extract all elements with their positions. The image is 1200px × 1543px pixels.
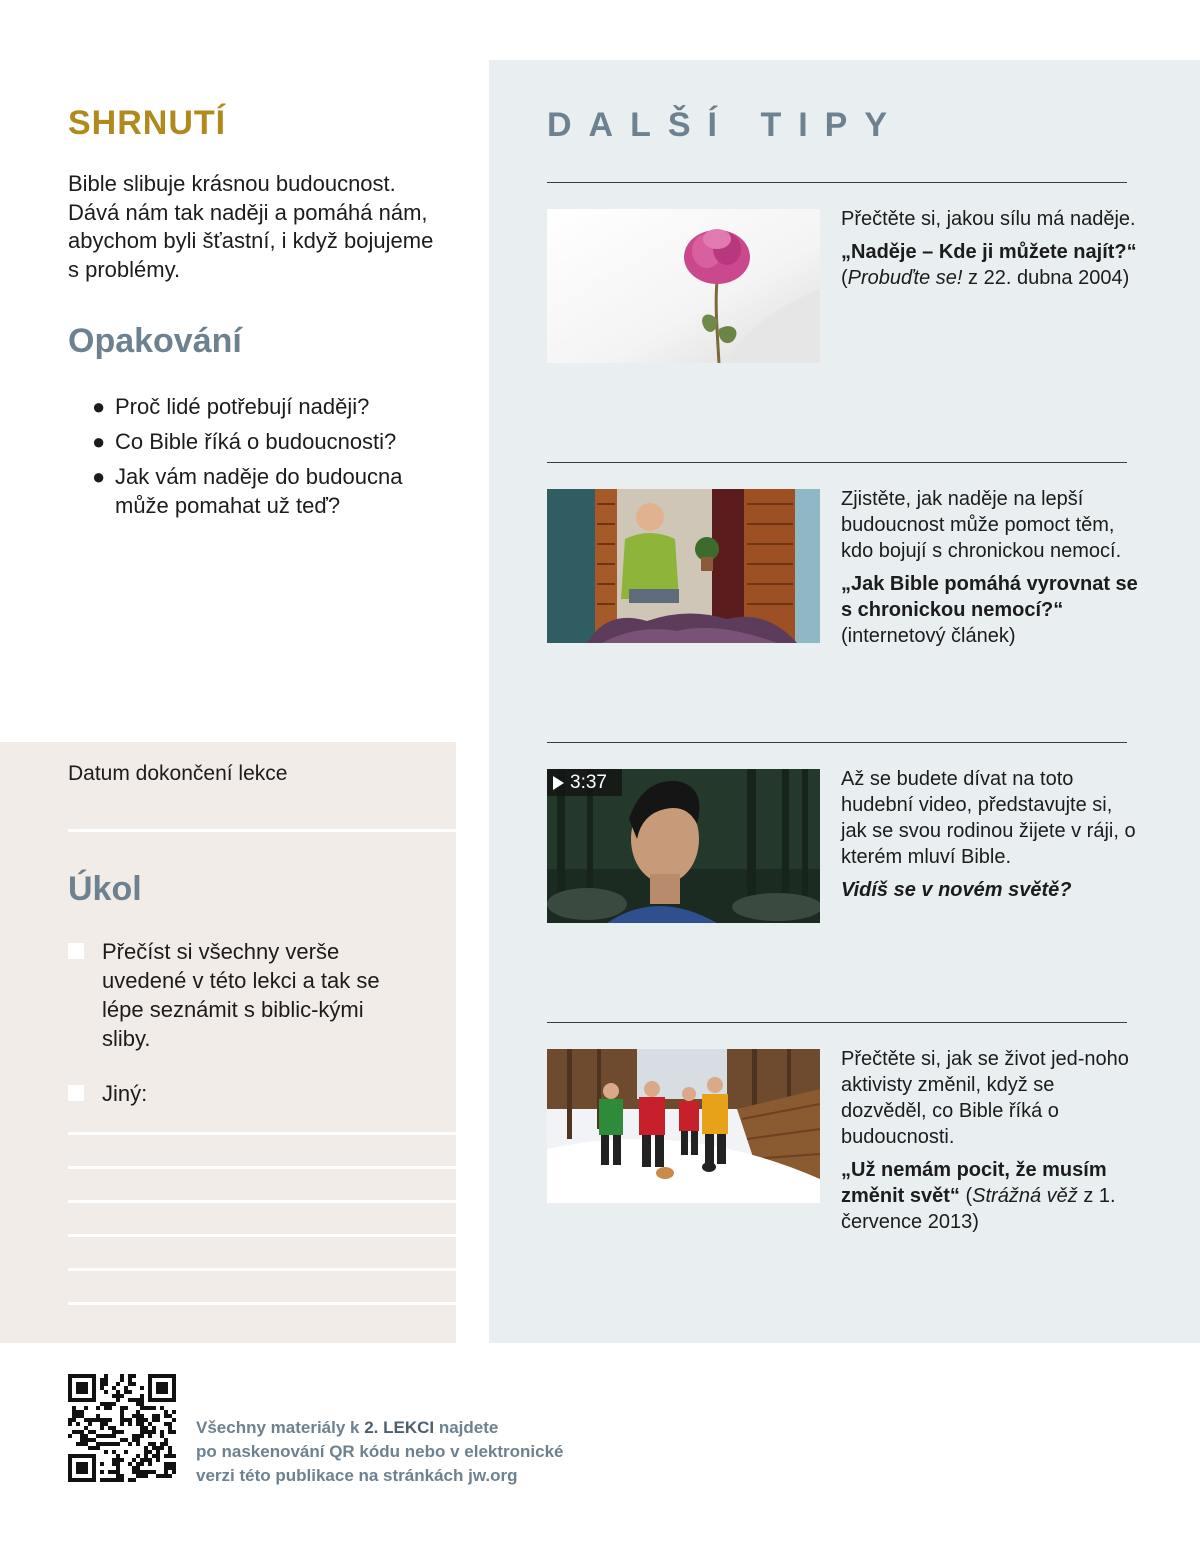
video-duration-badge: 3:37 <box>547 769 622 796</box>
family-walking-image[interactable] <box>547 1049 820 1203</box>
play-icon <box>553 776 564 790</box>
write-line[interactable] <box>68 1268 456 1271</box>
review-title: Opakování <box>68 322 242 360</box>
tip-divider <box>547 742 1127 743</box>
write-line[interactable] <box>68 1302 456 1305</box>
lesson-number: 2. LEKCI <box>364 1418 435 1437</box>
footer-line: Všechny materiály k 2. LEKCI najdete <box>196 1418 499 1437</box>
tip-text: Přečtěte si, jakou sílu má naděje. „Naděje – Kde ji můžete najít?“ (Probuďte se! z 22. dubna 2004) <box>841 206 1141 291</box>
tips-title: DALŠÍ TIPY <box>547 106 905 144</box>
task-item-text: Přečíst si všechny verše uvedené v této lekci a tak se lépe seznámit s biblic-kými sliby. <box>102 939 380 1051</box>
footer-note <box>196 1416 563 1488</box>
tip-headline-link[interactable]: „Naděje – Kde ji můžete najít?“ <box>841 241 1137 263</box>
task-item <box>68 937 448 1057</box>
tip-source: (internetový článek) <box>841 625 1016 647</box>
task-checkbox[interactable] <box>68 943 84 959</box>
tip-divider <box>547 1022 1127 1023</box>
task-item-other <box>68 1079 448 1109</box>
qr-code[interactable] <box>68 1374 176 1482</box>
tip-headline-link[interactable]: Vidíš se v novém světě? <box>841 879 1072 901</box>
bullet-icon: ● <box>92 464 106 489</box>
tip-intro: Zjistěte, jak naděje na lepší budoucnost může pomoct těm, kdo bojují s chronickou nemocí. <box>841 488 1122 562</box>
tip-text: Přečtěte si, jak se život jed-noho aktivisty změnil, když se dozvěděl, co Bible říká o budoucnosti. „Už nemám pocit, že musím změnit svět“ (Strážná věž z 1. července 2013) <box>841 1046 1141 1235</box>
footer-line: po naskenování QR kódu nebo v elektronické <box>196 1442 564 1461</box>
tip-divider <box>547 462 1127 463</box>
tip-intro: Přečtěte si, jakou sílu má naděje. <box>841 208 1136 230</box>
tip-text <box>841 766 1141 903</box>
tip-source: z 22. dubna 2004) <box>962 267 1130 289</box>
task-item-text: Jiný: <box>102 1081 148 1106</box>
write-line[interactable] <box>68 1200 456 1203</box>
footer-line: verzi této publikace na stránkách jw.org <box>196 1466 518 1485</box>
task-title: Úkol <box>68 870 142 908</box>
tip-intro: Až se budete dívat na toto hudební video, představujte si, jak se svou rodinou žijete v ráji, o kterém mluví Bible. <box>841 768 1136 868</box>
tip-divider <box>547 182 1127 183</box>
write-line[interactable] <box>68 1132 456 1135</box>
task-checkbox[interactable] <box>68 1085 84 1101</box>
tip-source: z 1. července 2013) <box>841 1185 1116 1233</box>
bullet-icon: ● <box>92 429 106 454</box>
completion-date-line[interactable] <box>68 829 456 832</box>
flower-image[interactable] <box>547 209 820 363</box>
tip-intro: Přečtěte si, jak se život jed-noho aktivisty změnil, když se dozvěděl, co Bible říká o budoucnosti. <box>841 1048 1129 1148</box>
completion-date-label: Datum dokončení lekce <box>68 762 288 785</box>
write-line[interactable] <box>68 1234 456 1237</box>
tip-text <box>841 486 1141 649</box>
tip-source-title: Strážná věž <box>972 1185 1078 1207</box>
summary-text: Bible slibuje krásnou budoucnost. Dává nám tak naději a pomáhá nám, abychom byli šťastní, i když bojujeme s problémy. <box>68 171 434 282</box>
review-question: ● Proč lidé potřebují naději? <box>92 394 370 419</box>
write-line[interactable] <box>68 1166 456 1169</box>
tip-headline-link[interactable]: „Jak Bible pomáhá vyrovnat se s chronickou nemocí?“ <box>841 573 1138 621</box>
tip-headline-link[interactable]: „Už nemám pocit, že musím změnit svět“ <box>841 1159 1107 1207</box>
bullet-icon: ● <box>92 394 106 419</box>
music-video-thumbnail[interactable] <box>547 769 820 923</box>
summary-title: SHRNUTÍ <box>68 104 227 142</box>
man-at-window-image[interactable] <box>547 489 820 643</box>
review-question-list <box>92 392 452 526</box>
review-question: ● Co Bible říká o budoucnosti? <box>92 429 397 454</box>
tip-source-title: Probuďte se! <box>847 267 963 289</box>
review-question: ● Jak vám naděje do budoucna může pomahat už teď? <box>92 464 403 518</box>
